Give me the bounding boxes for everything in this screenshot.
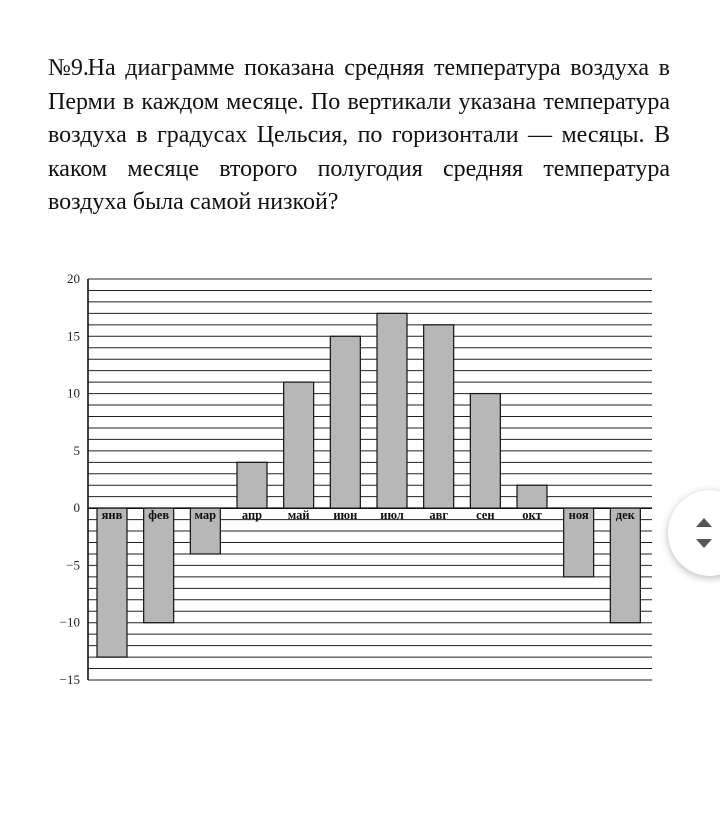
month-label: мар (194, 508, 217, 523)
y-tick-label: 20 (67, 271, 80, 286)
y-tick-label: 15 (67, 328, 80, 344)
month-label: ноя (568, 508, 589, 523)
y-tick-label: 10 (67, 385, 80, 401)
bar-дек (610, 508, 640, 623)
chevron-down-icon[interactable] (696, 539, 712, 548)
month-label: янв (101, 508, 123, 523)
problem-text (48, 52, 670, 220)
y-tick-label: −5 (66, 557, 80, 573)
y-tick-label: 5 (73, 442, 80, 458)
temperature-bar-chart (0, 262, 720, 702)
month-label: сен (476, 508, 495, 523)
bar-окт (517, 485, 547, 508)
bar-май (284, 382, 314, 508)
y-tick-label: 0 (73, 500, 80, 516)
chart-y-tick-labels (60, 271, 80, 687)
bar-фев (144, 508, 174, 623)
problem-number: №9. (48, 55, 89, 81)
problem-body: На диаграмме показана средняя температура воздуха в Перми в каждом месяце. По вертикали указана температура воздуха в градусах Цельсия, по горизонтали — месяцы. В каком месяце второго полугодия средняя температура воздуха была самой низкой? (48, 55, 671, 215)
month-label: дек (615, 508, 635, 523)
bar-июн (330, 336, 360, 508)
y-tick-label: −15 (59, 672, 80, 687)
bar-июл (377, 313, 407, 508)
month-label: фев (148, 508, 170, 523)
bar-авг (424, 325, 454, 508)
y-tick-label: −10 (59, 614, 80, 630)
month-label: июн (333, 508, 358, 523)
month-label: май (287, 508, 310, 523)
bar-апр (237, 462, 267, 508)
month-label: окт (522, 508, 542, 523)
chevron-up-icon[interactable] (696, 518, 712, 527)
bar-сен (470, 394, 500, 509)
month-label: апр (241, 508, 263, 523)
month-label: авг (429, 508, 449, 523)
month-label: июл (380, 508, 404, 523)
bar-янв (97, 508, 127, 657)
